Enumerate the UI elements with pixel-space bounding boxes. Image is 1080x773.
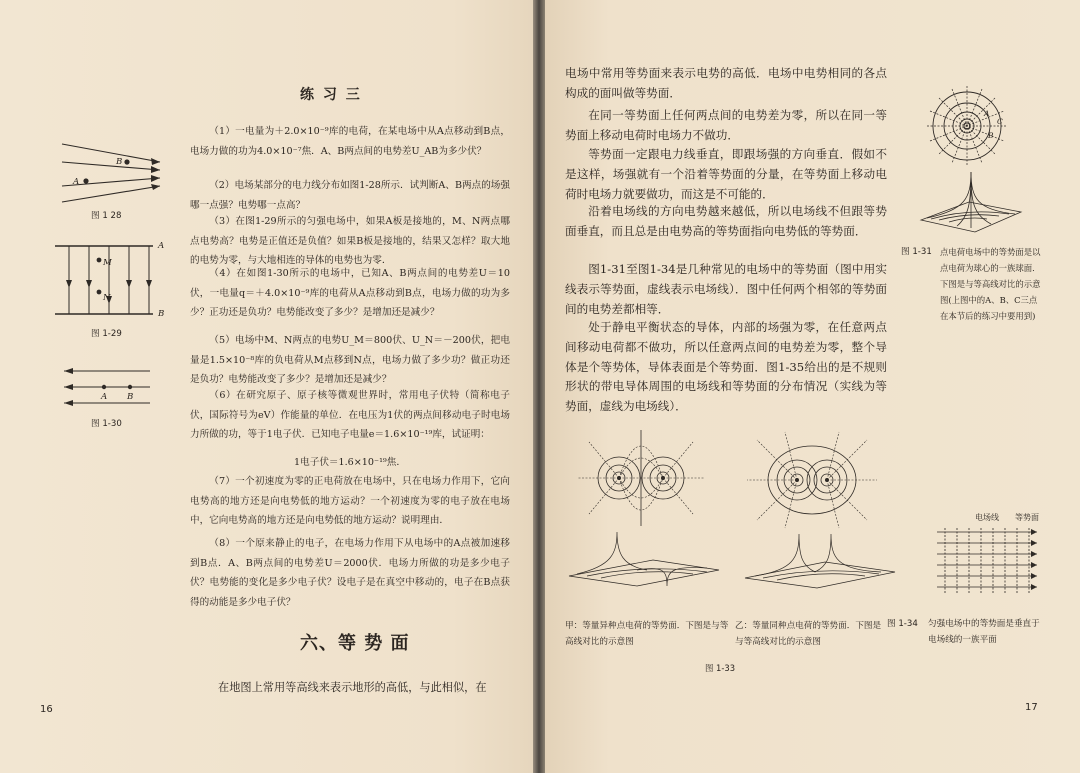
exercise-6-formula: 1电子伏＝1.6×10⁻¹⁹焦．: [294, 457, 406, 468]
right-page: [545, 0, 1080, 773]
left-page: [0, 0, 533, 773]
fig-1-30-label-b: B: [127, 392, 134, 402]
section-title: 六、等 势 面: [300, 633, 410, 654]
fig-1-29-label-a: A: [158, 241, 165, 251]
fig-1-31-caption: 点电荷电场中的等势面是以点电荷为球心的一族球面．下图是与等高线对比的示意图(上图中的A、B、C三点在本节后的练习中要用到): [940, 247, 1041, 321]
figure-1-33-like-charges: [741, 430, 901, 530]
paragraph-5: 图1-31至图1-34是几种常见的电场中的等势面（图中用实线表示等势面，虚线表示电场线）．图中任何两个相邻的等势面间的电势差都相等．: [565, 262, 887, 316]
section-intro-line: 在地图上常用等高线来表示地形的高低，与此相似，在: [218, 681, 487, 694]
exercise-8: （8）一个原来静止的电子，在电场力作用下从电场中的A点被加速移到B点．A、B两点间的电势差U＝2000伏．电场力所做的功是多少电子伏？电势能的变化是多少电子伏？设电子是在真空中移动的，电子在B点获得的动能是多少电子伏？: [190, 538, 510, 608]
figure-1-33-opposite-surface: [567, 530, 727, 590]
exercise-5: （5）电场中M、N两点的电势U_M＝800伏、U_N＝－200伏，把电量是1.5×10⁻⁸库的负电荷从M点移到N点，电场力做了多少功？做正功还是负功？电势能改变了多少？是增加还是减少？: [190, 335, 510, 386]
fig-1-34-label-field-line: 电场线: [975, 513, 999, 522]
figure-1-33-like-surface: [741, 532, 901, 592]
exercise-3: （3）在图1-29所示的匀强电场中，如果A板是接地的，M、N两点哪点电势高？电势是正值还是负值？如果B板是接地的，结果又怎样？取大地的电势为零，与大地相连的导体的电势也为零．: [190, 216, 510, 267]
paragraph-4: 沿着电场线的方向电势越来越低，所以电场线不但跟等势面垂直，而且总是由电势高的等势面指向电势低的等势面．: [565, 204, 887, 238]
exercise-7: （7）一个初速度为零的正电荷放在电场中，只在电场力作用下，它向电势高的地方还是向电势低的地方运动？一个初速度为零的电子放在电场中，它向电势高的地方还是向电势低的地方运动？说明理由．: [190, 476, 510, 527]
figure-1-31-surface: [917, 168, 1027, 238]
paragraph-3: 等势面一定跟电力线垂直，即跟场强的方向垂直．假如不是这样，场强就有一个沿着等势面的分量，在等势面上移动电荷时电场力就要做功，而这是不可能的．: [565, 147, 887, 201]
fig-1-29-caption: 图 1-29: [91, 329, 122, 339]
page-number-right: 17: [1025, 702, 1038, 713]
fig-1-31-label-c: C: [997, 117, 1003, 126]
exercise-6: （6）在研究原子、原子核等微观世界时，常用电子伏特（简称电子伏，国际符号为eV）作能量的单位．在电压为1伏的两点间移动电子时电场力所做的功，等于1电子伏．已知电子电量e＝1.6×10⁻¹⁹库，试证明：: [190, 390, 510, 441]
figure-1-30: [62, 366, 154, 410]
fig-1-29-label-m: M: [103, 258, 112, 268]
exercise-heading: 练 习 三: [300, 87, 362, 103]
fig-1-28-caption: 图 1 28: [91, 211, 122, 221]
exercise-1: （1）一电量为＋2.0×10⁻⁹库的电荷，在某电场中从A点移动到B点，电场力做的功为4.0×10⁻⁷焦．A、B两点间的电势差U_AB为多少伏？: [190, 126, 510, 157]
fig-1-33-caption-right: 乙：等量同种点电荷的等势面．下图是与等高线对比的示意图: [735, 621, 882, 647]
fig-1-29-label-b: B: [158, 309, 165, 319]
fig-1-31-number: 图 1-31: [901, 247, 932, 257]
fig-1-34-caption: 匀强电场中的等势面是垂直于电场线的一族平面: [928, 619, 1040, 645]
exercise-4: （4）在如图1-30所示的电场中，已知A、B两点间的电势差U＝10伏，一电量q＝＋4.0×10⁻⁹库的电荷从A点移动到B点，电场力做的功为多少？正功还是负功？电势能改变了多少？是增加还是减少？: [190, 268, 510, 319]
paragraph-1: 电场中常用等势面来表示电势的高低．电场中电势相同的各点构成的面叫做等势面．: [565, 66, 887, 100]
fig-1-31-label-a: A: [984, 109, 990, 118]
fig-1-33-number: 图 1-33: [705, 663, 736, 673]
fig-1-34-number: 图 1-34: [887, 619, 918, 629]
fig-1-30-label-a: A: [101, 392, 108, 402]
fig-1-31-label-b: B: [988, 131, 994, 140]
figure-1-29: [55, 240, 165, 320]
fig-1-28-label-a: A: [73, 177, 80, 187]
figure-1-34-grid: [933, 526, 1043, 598]
fig-1-30-caption: 图 1-30: [91, 419, 122, 429]
book-gutter: [533, 0, 545, 773]
exercise-2: （2）电场某部分的电力线分布如图1-28所示．试判断A、B两点的场强哪一点强？电势哪一点高？: [190, 180, 510, 211]
figure-1-33-opposite-charges: [567, 428, 727, 528]
paragraph-6: 处于静电平衡状态的导体，内部的场强为零，在任意两点间移动电荷都不做功，所以任意两点间的电势差为零，整个导体是个等势体，导体表面是个等势面．图1-35给出的是不规则形状的带电导体周围的电场线和等势面的分布情况（实线为等势面，虚线为电场线）．: [565, 320, 887, 414]
fig-1-34-label-equipotential: 等势面: [1015, 513, 1039, 522]
fig-1-28-label-b: B: [116, 157, 123, 167]
paragraph-2: 在同一等势面上任何两点间的电势差为零，所以在同一等势面上移动电荷时电场力不做功．: [565, 108, 887, 142]
fig-1-29-label-n: N: [103, 293, 111, 303]
page-number-left: 16: [40, 704, 53, 715]
fig-1-33-caption-left: 甲：等量异种点电荷的等势面．下图是与等高线对比的示意图: [565, 621, 729, 647]
figure-1-31-equipotential: [915, 82, 1025, 162]
